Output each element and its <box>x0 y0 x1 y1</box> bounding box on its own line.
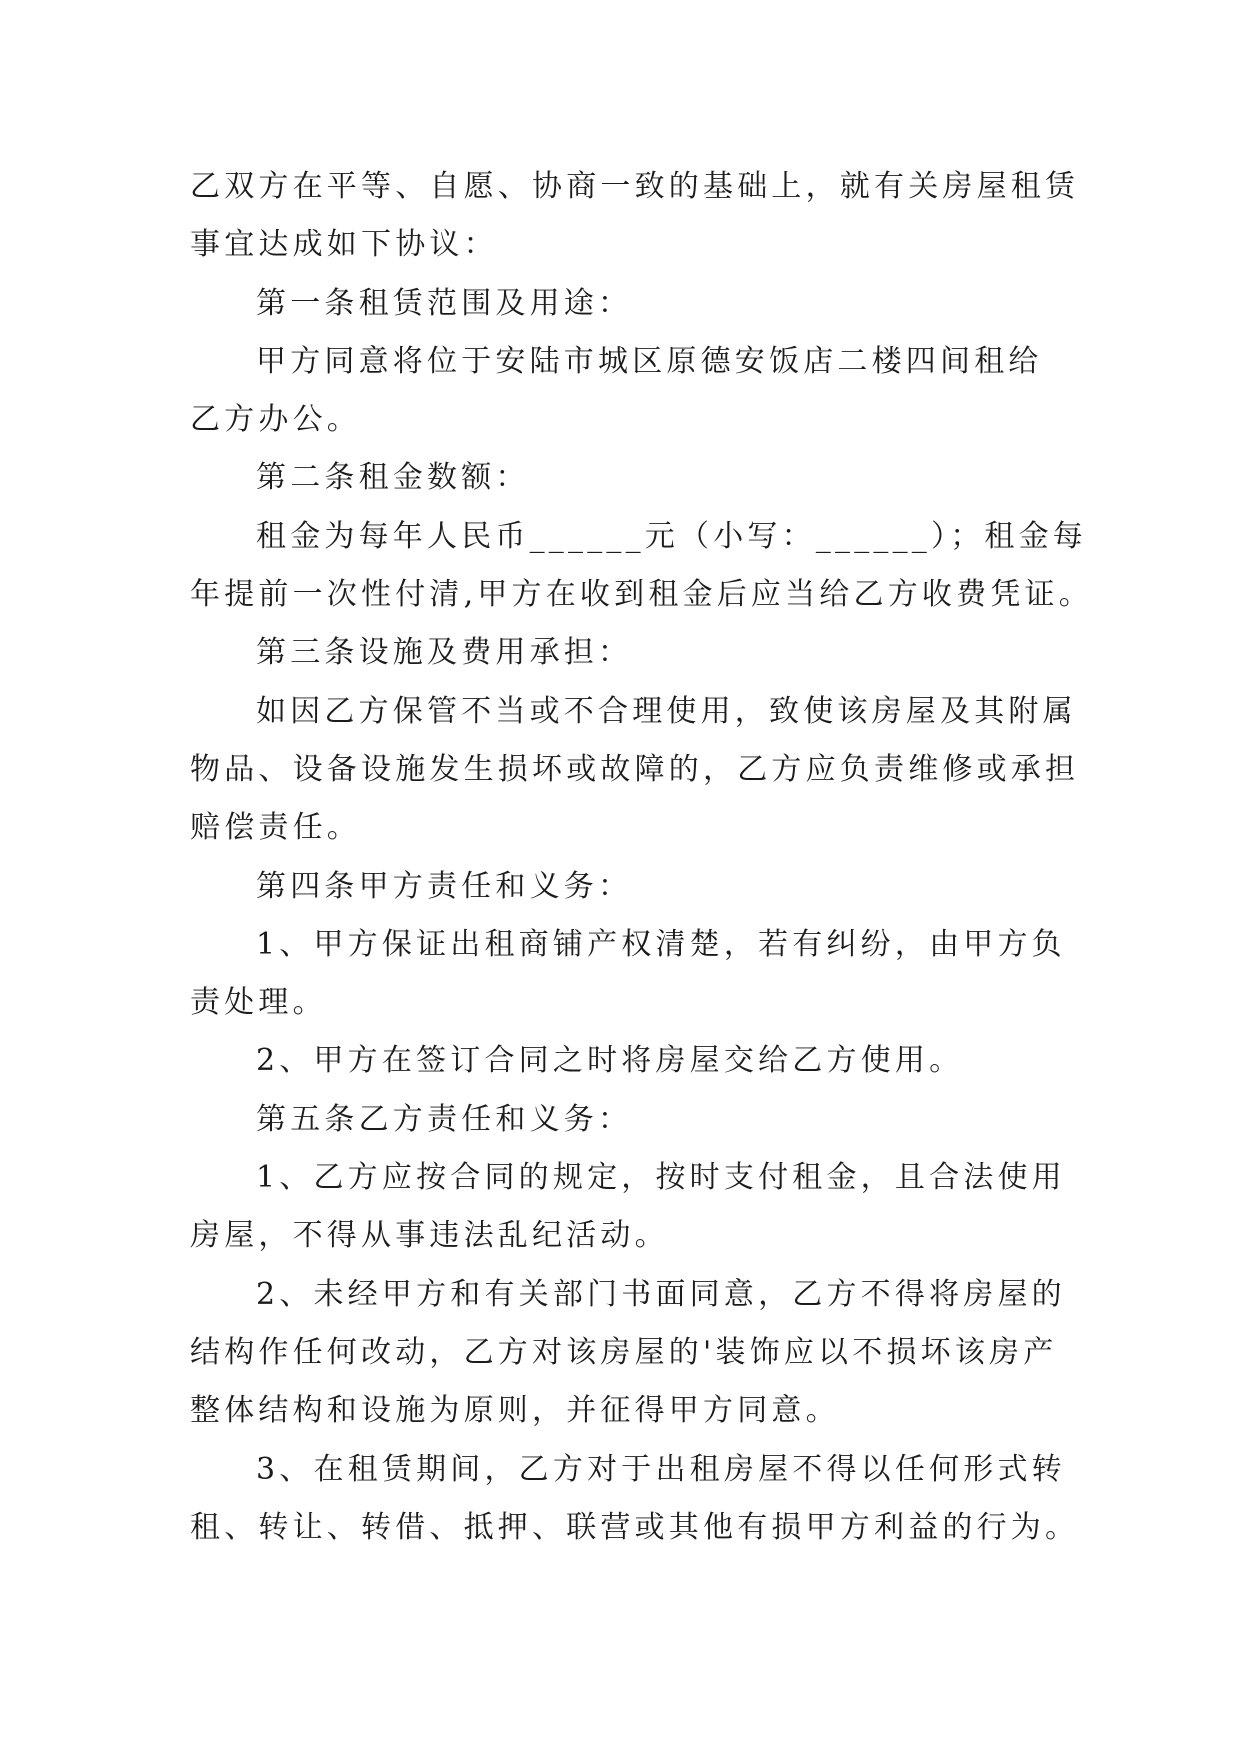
text-line: 3、在租赁期间，乙方对于出租房屋不得以任何形式转 <box>256 1451 1066 1487</box>
text-line: 结构作任何改动，乙方对该房屋的'装饰应以不损坏该房产 <box>190 1334 1058 1370</box>
text-line: 乙双方在平等、自愿、协商一致的基础上，就有关房屋租赁 <box>190 169 1080 204</box>
text-line: 整体结构和设施为原则，并征得甲方同意。 <box>190 1393 840 1429</box>
text-line: 1、甲方保证出租商铺产权清楚，若有纠纷，由甲方负 <box>256 926 1066 962</box>
text-line: 如因乙方保管不当或不合理使用，致使该房屋及其附属 <box>256 693 1077 729</box>
text-line: 租、转让、转借、抵押、联营或其他有损甲方利益的行为。 <box>190 1509 1080 1545</box>
text-line: 第三条设施及费用承担： <box>256 635 633 671</box>
text-line: 2、甲方在签订合同之时将房屋交给乙方使用。 <box>256 1043 964 1079</box>
text-line: 甲方同意将位于安陆市城区原德安饭店二楼四间租给 <box>256 343 1043 379</box>
text-line: 2、未经甲方和有关部门书面同意，乙方不得将房屋的 <box>256 1276 1066 1312</box>
text-line: 第二条租金数额： <box>256 460 530 496</box>
text-line: 年提前一次性付清,甲方在收到租金后应当给乙方收费凭证。 <box>190 577 1093 613</box>
text-line: 乙方办公。 <box>190 402 361 438</box>
text-line: 赔偿责任。 <box>190 810 361 846</box>
text-line: 事宜达成如下协议： <box>190 227 498 263</box>
text-line: 租金为每年人民币______元（小写：______）；租金每 <box>256 518 1087 554</box>
text-line: 物品、设备设施发生损坏或故障的，乙方应负责维修或承担 <box>190 751 1080 787</box>
text-line: 第五条乙方责任和义务： <box>256 1101 633 1137</box>
text-line: 第四条甲方责任和义务： <box>256 868 633 904</box>
contract-body <box>190 158 1093 1557</box>
text-line: 责处理。 <box>190 985 327 1021</box>
text-line: 房屋，不得从事违法乱纪活动。 <box>190 1218 669 1254</box>
text-line: 第一条租赁范围及用途： <box>256 285 633 321</box>
text-line: 1、乙方应按合同的规定，按时支付租金，且合法使用 <box>256 1160 1066 1196</box>
